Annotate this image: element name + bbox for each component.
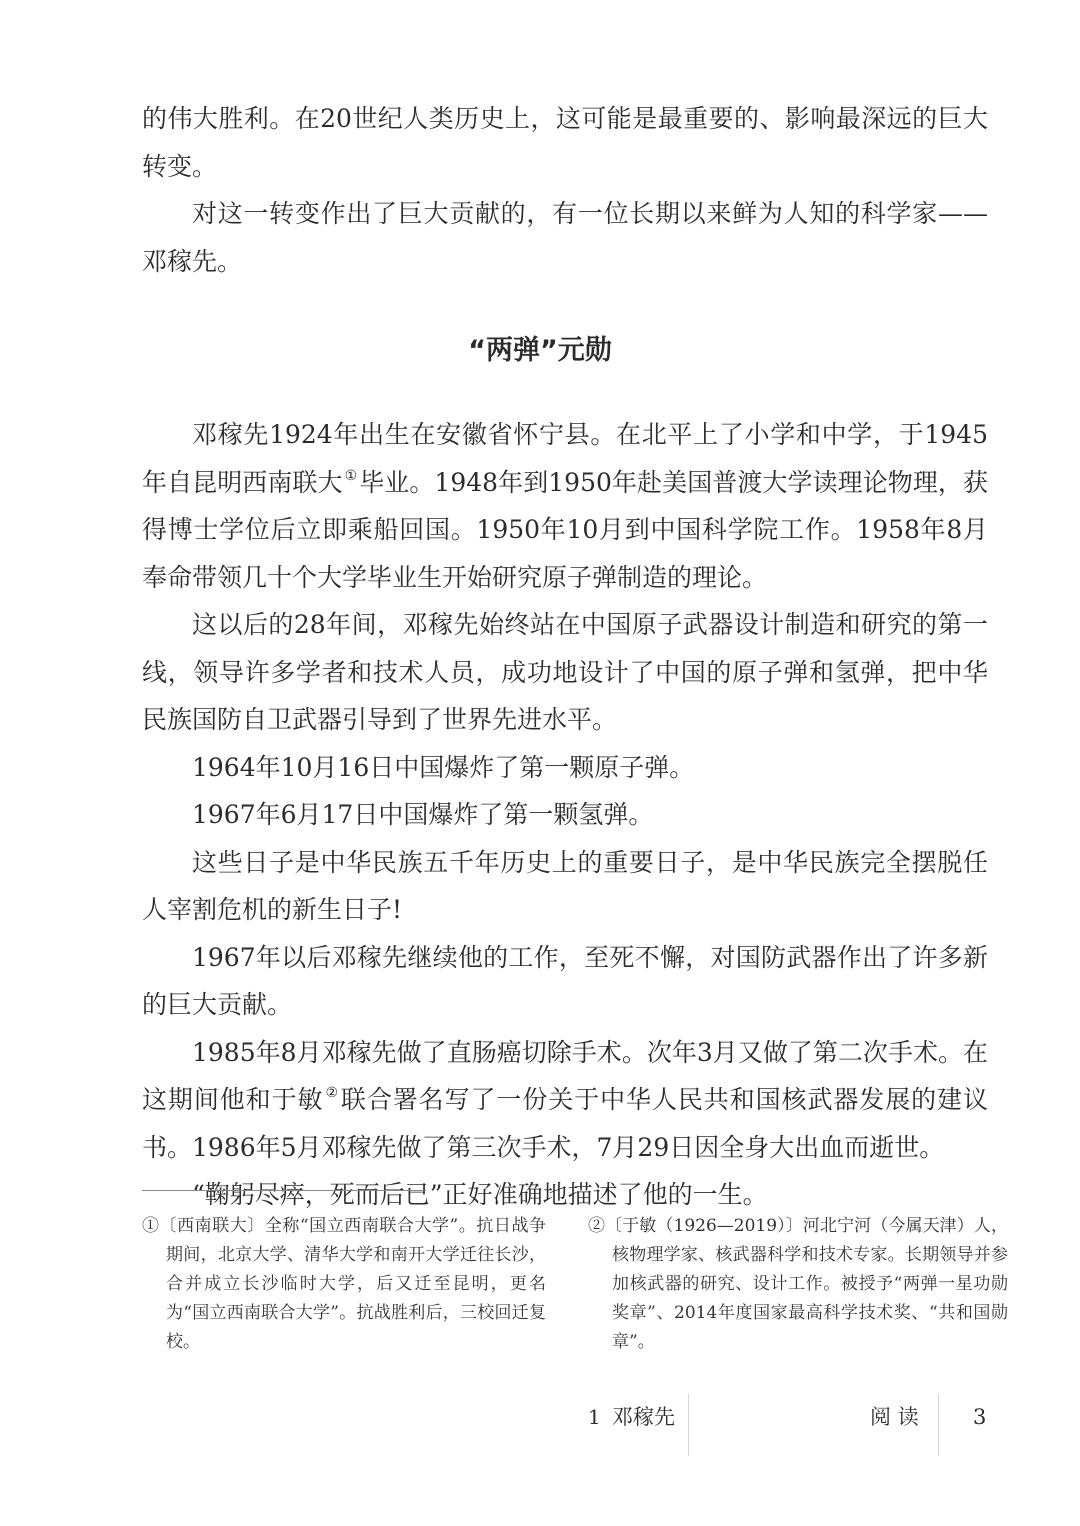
body-paragraph-1-part-a: 邓稼先1924年出生在安徽省怀宁县。在北平上了小学和中学，于1945年自昆明西南联大 (142, 420, 988, 497)
lesson-number: 1 (588, 1405, 601, 1429)
intro-text (142, 95, 988, 285)
section-body (142, 411, 988, 1219)
intro-paragraph-1: 的伟大胜利。在20世纪人类历史上，这可能是最重要的、影响最深远的巨大转变。 (142, 104, 988, 181)
footer-separator-1 (688, 1394, 689, 1456)
footer-separator-2 (938, 1394, 939, 1456)
unit-label: 阅 读 (870, 1405, 919, 1429)
intro-paragraph-2: 对这一转变作出了巨大贡献的，有一位长期以来鲜为人知的科学家——邓稼先。 (142, 199, 988, 276)
body-paragraph-1-part-b: 毕业。1948年到1950年赴美国普渡大学读理论物理，获得博士学位后立即乘船回国。1950年10月到中国科学院工作。1958年8月奉命带领几十个大学毕业生开始研究原子弹制造的理论。 (142, 467, 988, 592)
body-paragraph-8: “鞠躬尽瘁，死而后已”正好准确地描述了他的一生。 (192, 1180, 768, 1209)
body-paragraph-2: 这以后的28年间，邓稼先始终站在中国原子武器设计制造和研究的第一线，领导许多学者和技术人员，成功地设计了中国的原子弹和氢弹，把中华民族国防自卫武器引导到了世界先进水平。 (142, 610, 988, 734)
body-paragraph-4: 1967年6月17日中国爆炸了第一颗氢弹。 (192, 800, 654, 829)
page-number: 3 (973, 1405, 987, 1429)
footnote-2: ②〔于敏（1926—2019）〕河北宁河（今属天津）人，核物理学家、核武器科学和技术专家。长期领导并参加核武器的研究、设计工作。被授予“两弹一星功勋奖章”、2014年度国家最高科学技术奖、“共和国勋章”。 (588, 1216, 1008, 1352)
section-title: “两弹”元勋 (468, 335, 612, 366)
body-paragraph-5: 这些日子是中华民族五千年历史上的重要日子，是中华民族完全摆脱任人宰割危机的新生日子! (142, 847, 988, 924)
body-paragraph-7 (142, 1029, 988, 1172)
body-paragraph-1 (142, 411, 988, 601)
body-paragraph-7-part-a: 1985年8月邓稼先做了直肠癌切除手术。次年3月又做了第二次手术。在这期间他和于敏 (142, 1037, 988, 1114)
body-paragraph-7-part-b: 联合署名写了一份关于中华人民共和国核武器发展的建议书。1986年5月邓稼先做了第三次手术，7月29日因全身大出血而逝世。 (142, 1085, 988, 1162)
footnote-ref-1: ① (344, 467, 358, 484)
footnote-1: ①〔西南联大〕全称“国立西南联合大学”。抗日战争期间，北京大学、清华大学和南开大学迁往长沙，合并成立长沙临时大学，后又迁至昆明，更名为“国立西南联合大学”。抗战胜利后，三校回迁复校。 (142, 1216, 546, 1352)
body-paragraph-6: 1967年以后邓稼先继续他的工作，至死不懈，对国防武器作出了许多新的巨大贡献。 (142, 942, 988, 1019)
footnote-ref-2: ② (325, 1085, 339, 1101)
lesson-title: 邓稼先 (612, 1405, 675, 1429)
body-paragraph-3: 1964年10月16日中国爆炸了第一颗原子弹。 (192, 752, 695, 782)
footnote-divider (142, 1190, 426, 1191)
